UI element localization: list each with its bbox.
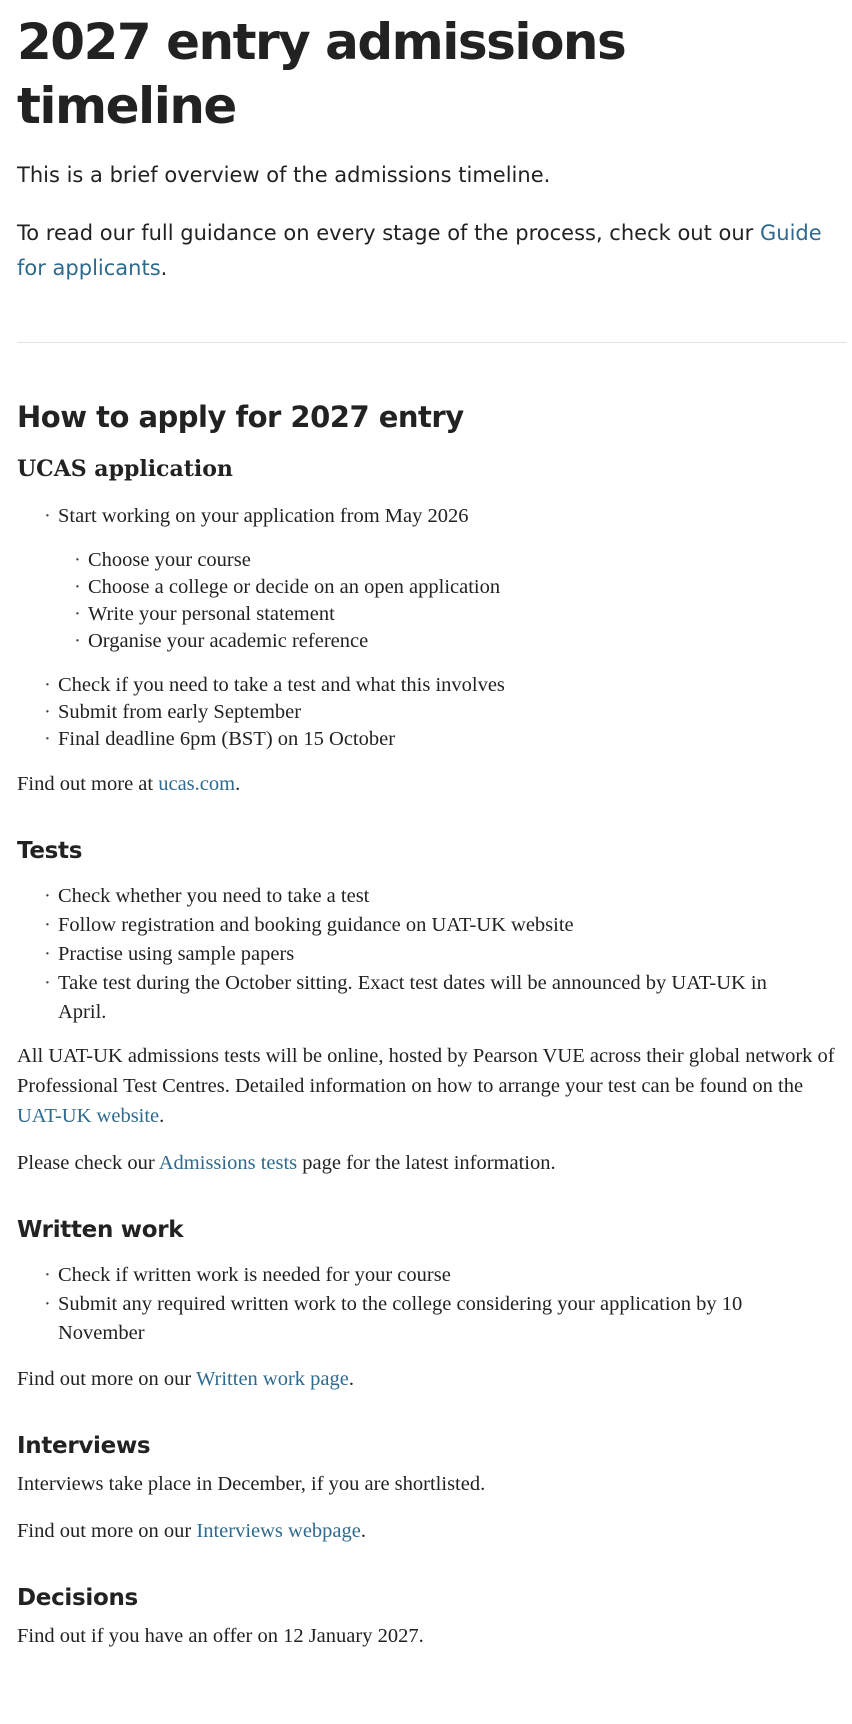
decisions-heading: Decisions xyxy=(17,1585,138,1611)
tests-list xyxy=(17,882,847,1027)
written-work-list xyxy=(17,1261,847,1348)
list-item: · Follow registration and booking guidance on UAT-UK website xyxy=(17,911,847,940)
written-work-more xyxy=(17,1364,847,1394)
interviews-more xyxy=(17,1516,847,1546)
interviews-webpage-link[interactable]: Interviews webpage xyxy=(196,1520,361,1542)
interviews-more-text: Find out more on our xyxy=(17,1520,197,1542)
uat-uk-website-link[interactable]: UAT-UK website xyxy=(17,1105,160,1127)
tests-check xyxy=(17,1148,847,1178)
ucas-more-suffix: . xyxy=(235,773,241,795)
intro-guide-suffix: . xyxy=(160,256,168,280)
ucas-more-text: Find out more at xyxy=(17,773,159,795)
list-item: · Check if written work is needed for your course xyxy=(17,1261,847,1290)
list-item: · Write your personal statement xyxy=(17,601,847,628)
tests-heading: Tests xyxy=(17,838,83,864)
intro-guide xyxy=(17,216,827,286)
tests-info-text: All UAT-UK admissions tests will be online, hosted by Pearson VUE across their global network of Professional Test Centres. Detailed information on how to arrange your test can be found on the xyxy=(17,1045,835,1097)
ucas-sub-list xyxy=(17,547,847,655)
tests-info-suffix: . xyxy=(159,1105,165,1127)
list-item: · Check whether you need to take a test xyxy=(17,882,847,911)
how-to-apply-heading: How to apply for 2027 entry xyxy=(17,400,464,434)
list-item: · Choose a college or decide on an open application xyxy=(17,574,847,601)
list-item: · Check if you need to take a test and what this involves xyxy=(17,672,847,699)
intro-guide-text: To read our full guidance on every stage of the process, check out our xyxy=(17,221,760,245)
tests-info xyxy=(17,1041,852,1131)
list-item: · Submit from early September xyxy=(17,699,847,726)
interviews-text: Interviews take place in December, if you are shortlisted. xyxy=(17,1473,486,1495)
list-item: · Submit any required written work to the college considering your application by 10 November xyxy=(17,1290,818,1348)
written-work-more-text: Find out more on our xyxy=(17,1368,196,1390)
tests-check-text: Please check our xyxy=(17,1152,159,1174)
list-item: · Start working on your application from May 2026 xyxy=(17,501,847,531)
ucas-list-continued xyxy=(17,672,847,753)
tests-check-suffix: page for the latest information. xyxy=(297,1152,556,1174)
intro-overview: This is a brief overview of the admissions timeline. xyxy=(17,163,551,187)
interviews-more-suffix: . xyxy=(360,1520,367,1542)
written-work-more-suffix: . xyxy=(348,1368,354,1390)
ucas-heading: UCAS application xyxy=(17,456,233,482)
list-item: · Choose your course xyxy=(17,547,847,574)
guide-for-applicants-link[interactable]: Guide for applicants xyxy=(17,221,822,280)
written-work-heading: Written work xyxy=(17,1217,184,1243)
decisions-text: Find out if you have an offer on 12 January 2027. xyxy=(17,1625,424,1647)
ucas-list xyxy=(17,501,847,531)
admissions-tests-link[interactable]: Admissions tests xyxy=(158,1152,298,1174)
list-item: · Take test during the October sitting. Exact test dates will be announced by UAT-UK in April. xyxy=(17,969,818,1027)
section-divider xyxy=(17,342,847,343)
list-item: · Organise your academic reference xyxy=(17,628,847,655)
page-title: 2027 entry admissions timeline xyxy=(17,13,626,135)
ucas-more xyxy=(17,769,847,799)
interviews-heading: Interviews xyxy=(17,1433,151,1459)
written-work-page-link[interactable]: Written work page xyxy=(196,1368,349,1390)
ucas-link[interactable]: ucas.com xyxy=(158,773,236,795)
list-item: · Final deadline 6pm (BST) on 15 October xyxy=(17,726,847,753)
list-item: · Practise using sample papers xyxy=(17,940,847,969)
page-content xyxy=(0,10,847,1651)
